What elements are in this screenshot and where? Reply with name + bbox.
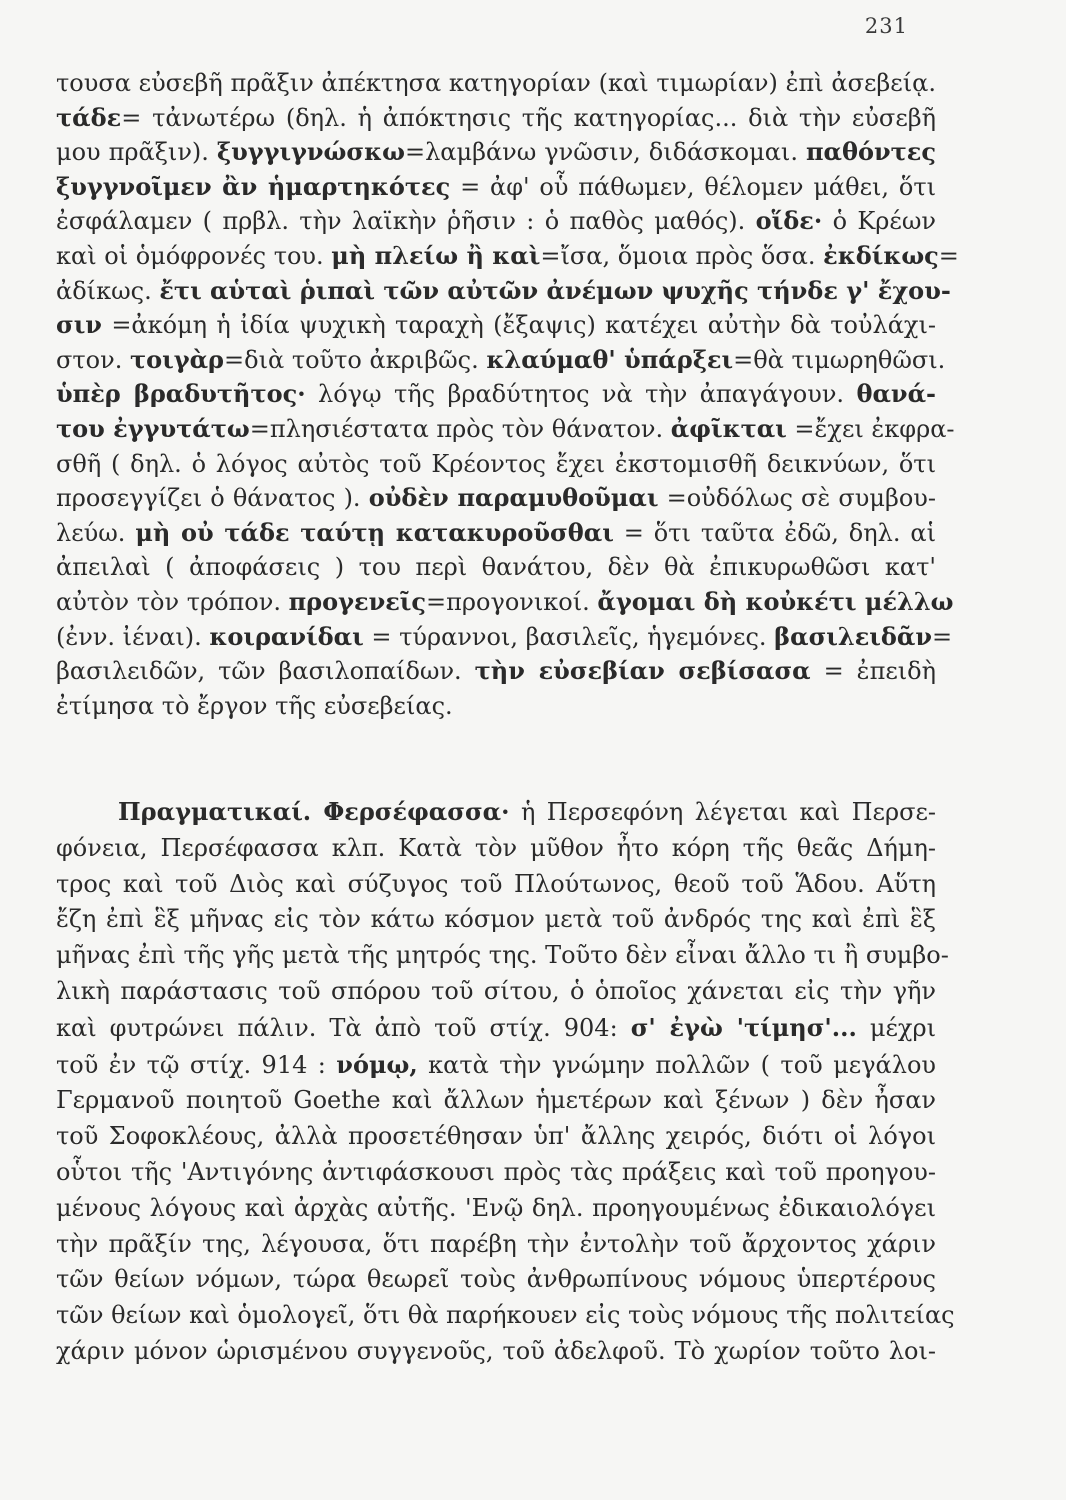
- headword: τάδε: [56, 102, 122, 132]
- text-line: [56, 412, 955, 447]
- text-run: =πλησιέστατα πρὸς τὸν θάνατον.: [249, 414, 671, 443]
- glossary-paragraph: [56, 66, 959, 723]
- headword: μὴ πλείω ἢ καὶ: [331, 240, 541, 270]
- text-run: λικὴ παράστασις τοῦ σπόρου τοῦ σίτου, ὁ ὁποῖος χάνεται εἰς τὴν γῆν: [56, 976, 936, 1005]
- text-line: [56, 1262, 936, 1298]
- text-run: φόνεια, Περσέφασσα κλπ. Κατὰ τὸν μῦθον ἦτο κόρη τῆς θεᾶς Δήμη-: [56, 833, 936, 862]
- text-run: τῶν θείων καὶ ὁμολογεῖ, ὅτι θὰ παρήκουεν εἰς τοὺς νόμους τῆς πολιτείας: [56, 1301, 955, 1330]
- headword: σ' ἐγὼ 'τίμησ'...: [630, 1012, 857, 1042]
- text-run: τρος καὶ τοῦ Διὸς καὶ σύζυγος τοῦ Πλούτωνος, θεοῦ τοῦ Ἅδου. Αὕτη: [56, 869, 936, 898]
- text-line: [56, 135, 936, 170]
- headword: του ἐγγυτάτω: [56, 413, 250, 443]
- headword: θανά-: [856, 379, 937, 409]
- section-heading: Πραγματικαί. Φερσέφασσα·: [118, 797, 510, 826]
- headword: μὴ οὐ τάδε ταύτῃ κατακυροῦσθαι: [135, 517, 614, 547]
- text-line: [56, 170, 936, 205]
- headword: τοιγὰρ: [129, 344, 225, 374]
- text-line: [56, 902, 936, 938]
- text-line: [56, 794, 936, 831]
- text-run: αὐτὸν τὸν τρόπον.: [56, 587, 289, 616]
- headword: ἀφῖκται: [670, 413, 787, 443]
- text-run: = τἀνωτέρω (δηλ. ἡ ἀπόκτησις τῆς κατηγορίας... διὰ τὴν εὐσεβῆ: [121, 103, 936, 132]
- text-line: [56, 1334, 936, 1370]
- text-run: μῆνας ἐπὶ τῆς γῆς μετὰ τῆς μητρός της. Τοῦτο δὲν εἶναι ἄλλο τι ἢ συμβο-: [56, 941, 949, 970]
- text-run: ἀδίκως.: [56, 276, 160, 305]
- text-run: ἔζη ἐπὶ ἓξ μῆνας εἰς τὸν κάτω κόσμον μετὰ τοῦ ἀνδρός της καὶ ἐπὶ ἓξ: [56, 905, 936, 934]
- text-line: [56, 867, 936, 903]
- text-run: =: [932, 622, 953, 651]
- headword: βασιλειδᾶν: [774, 621, 933, 651]
- text-run: προσεγγίζει ὁ θάνατος ).: [56, 484, 369, 513]
- text-run: μένους λόγους καὶ ἀρχὰς αὐτῆς. 'Ενῷ δηλ. προηγουμένως ἐδικαιολόγει: [56, 1193, 936, 1222]
- text-line: [56, 1298, 955, 1334]
- text-run: καὶ οἱ ὁμόφρονές του.: [56, 241, 332, 270]
- text-line: [56, 1083, 936, 1119]
- text-line: [56, 1191, 936, 1227]
- text-line: [56, 550, 936, 585]
- text-line: [56, 101, 936, 136]
- text-run: =οὐδόλως σὲ συμβου-: [658, 484, 937, 513]
- text-run: = τύραννοι, βασιλεῖς, ἡγεμόνες.: [363, 622, 775, 651]
- text-run: =ἔχει ἐκφρα-: [786, 414, 955, 443]
- text-line: [56, 831, 936, 867]
- text-line: [56, 938, 949, 974]
- text-run: σθῆ ( δηλ. ὁ λόγος αὐτὸς τοῦ Κρέοντος ἔχει ἐκστομισθῆ δεικνύων, ὅτι: [56, 449, 936, 478]
- headword: οὐδὲν παραμυθοῦμαι: [368, 483, 659, 513]
- text-line: [56, 974, 936, 1010]
- headword: ἔτι αὑταὶ ῥιπαὶ τῶν αὐτῶν ἀνέμων ψυχῆς τήνδε γ' ἔχου-: [159, 275, 951, 305]
- text-line: [56, 1119, 936, 1155]
- page-number: 231: [864, 14, 908, 38]
- text-line: [56, 481, 936, 516]
- text-line: [56, 377, 936, 412]
- text-run: =διὰ τοῦτο ἀκριβῶς.: [224, 345, 487, 374]
- text-run: χάριν μόνον ὡρισμένου συγγενοῦς, τοῦ ἀδελφοῦ. Τὸ χωρίον τοῦτο λοι-: [56, 1336, 936, 1365]
- text-run: τοῦ ἐν τῷ στίχ. 914 :: [56, 1050, 337, 1079]
- headword: ξυγγνοῖμεν ἂν ἡμαρτηκότες: [56, 171, 451, 201]
- text-run: = ἐπειδὴ: [810, 657, 937, 686]
- text-run: =: [938, 241, 959, 270]
- text-run: ἐτίμησα τὸ ἔργον τῆς εὐσεβείας.: [56, 691, 453, 720]
- headword: ξυγγιγνώσκω: [216, 137, 405, 167]
- text-run: ἐσφάλαμεν ( πρβλ. τὴν λαϊκὴν ῥῆσιν : ὁ παθὸς μαθός).: [56, 207, 756, 236]
- text-run: τὴν πρᾶξίν της, λέγουσα, ὅτι παρέβη τὴν ἐντολὴν τοῦ ἄρχοντος χάριν: [56, 1229, 936, 1258]
- text-line: [56, 1010, 936, 1047]
- text-line: [56, 585, 954, 620]
- text-run: βασιλειδῶν, τῶν βασιλοπαίδων.: [56, 657, 475, 686]
- text-line: [56, 343, 946, 378]
- text-run: καὶ φυτρώνει πάλιν. Τὰ ἀπὸ τοῦ στίχ. 904:: [56, 1013, 631, 1042]
- text-line: [56, 1155, 936, 1191]
- headword: κοιρανίδαι: [209, 621, 364, 651]
- text-line: [56, 1047, 936, 1084]
- text-run: τῶν θείων νόμων, τώρα θεωρεῖ τοὺς ἀνθρωπίνους νόμους ὑπερτέρους: [56, 1265, 936, 1294]
- text-run: μου πρᾶξιν).: [56, 138, 217, 167]
- headword: τὴν εὐσεβίαν σεβίσασα: [474, 656, 811, 686]
- text-run: =ἀκόμη ἡ ἰδία ψυχικὴ ταραχὴ (ἔξαψις) κατέχει αὐτὴν δὰ τοὐλάχι-: [101, 311, 936, 340]
- text-line: [56, 654, 936, 689]
- headword: ἐκδίκως: [823, 240, 939, 270]
- headword: ὑπὲρ βραδυτῆτος·: [56, 379, 306, 409]
- text-run: ἀπειλαὶ ( ἀποφάσεις ) του περὶ θανάτου, δὲν θὰ ἐπικυρωθῶσι κατ': [56, 553, 936, 582]
- text-run: =θὰ τιμωρηθῶσι.: [733, 345, 946, 374]
- text-line: [56, 66, 936, 101]
- headword: σιν: [56, 310, 102, 340]
- text-run: τοῦ Σοφοκλέους, ἀλλὰ προσετέθησαν ὑπ' ἄλλης χειρός, διότι οἱ λόγοι: [56, 1122, 936, 1151]
- text-run: λεύω.: [56, 518, 136, 547]
- text-run: ὁ Κρέων: [822, 207, 937, 236]
- text-line: [56, 239, 959, 274]
- text-run: (ἐνν. ἰέναι).: [56, 622, 210, 651]
- text-line: [56, 447, 936, 482]
- text-line: [56, 689, 936, 724]
- text-run: κατὰ τὴν γνώμην πολλῶν ( τοῦ μεγάλου: [417, 1050, 936, 1079]
- text-run: = ὅτι ταῦτα ἐδῶ, δηλ. αἱ: [613, 518, 936, 547]
- headword: νόμῳ,: [336, 1049, 418, 1079]
- text-line: [56, 308, 936, 343]
- headword: κλαύμαθ' ὑπάρξει: [486, 344, 734, 374]
- text-run: τουσα εὐσεβῆ πρᾶξιν ἀπέκτησα κατηγορίαν (καὶ τιμωρίαν) ἐπὶ ἀσεβείᾳ.: [56, 69, 936, 97]
- text-run: =λαμβάνω γνῶσιν, διδάσκομαι.: [404, 138, 806, 167]
- text-line: [56, 620, 953, 655]
- headword: ἄγομαι δὴ κοὐκέτι μέλλω: [597, 586, 954, 616]
- headword: παθόντες: [805, 137, 936, 167]
- text-run: Γερμανοῦ ποιητοῦ Goethe καὶ ἄλλων ἡμετέρων καὶ ξένων ) δὲν ἦσαν: [56, 1086, 936, 1115]
- text-run: στον.: [56, 345, 130, 374]
- text-run: ἡ Περσεφόνη λέγεται καὶ Περσε-: [509, 798, 936, 826]
- headword: προγενεῖς: [288, 586, 427, 616]
- text-run: μέχρι: [856, 1013, 936, 1042]
- text-run: =ἴσα, ὅμοια πρὸς ὅσα.: [540, 241, 824, 270]
- text-run: =προγονικοί.: [426, 587, 598, 616]
- headword: οἵδε·: [755, 206, 823, 236]
- text-run: = ἀφ' οὗ πάθωμεν, θέλομεν μάθει, ὅτι: [450, 172, 937, 201]
- text-line: [56, 204, 936, 239]
- text-line: [56, 274, 951, 309]
- text-line: [56, 1227, 936, 1263]
- notes-paragraph: [56, 794, 955, 1370]
- text-run: λόγῳ τῆς βραδύτητος νὰ τὴν ἀπαγάγουν.: [305, 380, 857, 409]
- text-line: [56, 516, 936, 551]
- text-run: οὗτοι τῆς 'Αντιγόνης ἀντιφάσκουσι πρὸς τὰς πράξεις καὶ τοῦ προηγου-: [56, 1157, 936, 1186]
